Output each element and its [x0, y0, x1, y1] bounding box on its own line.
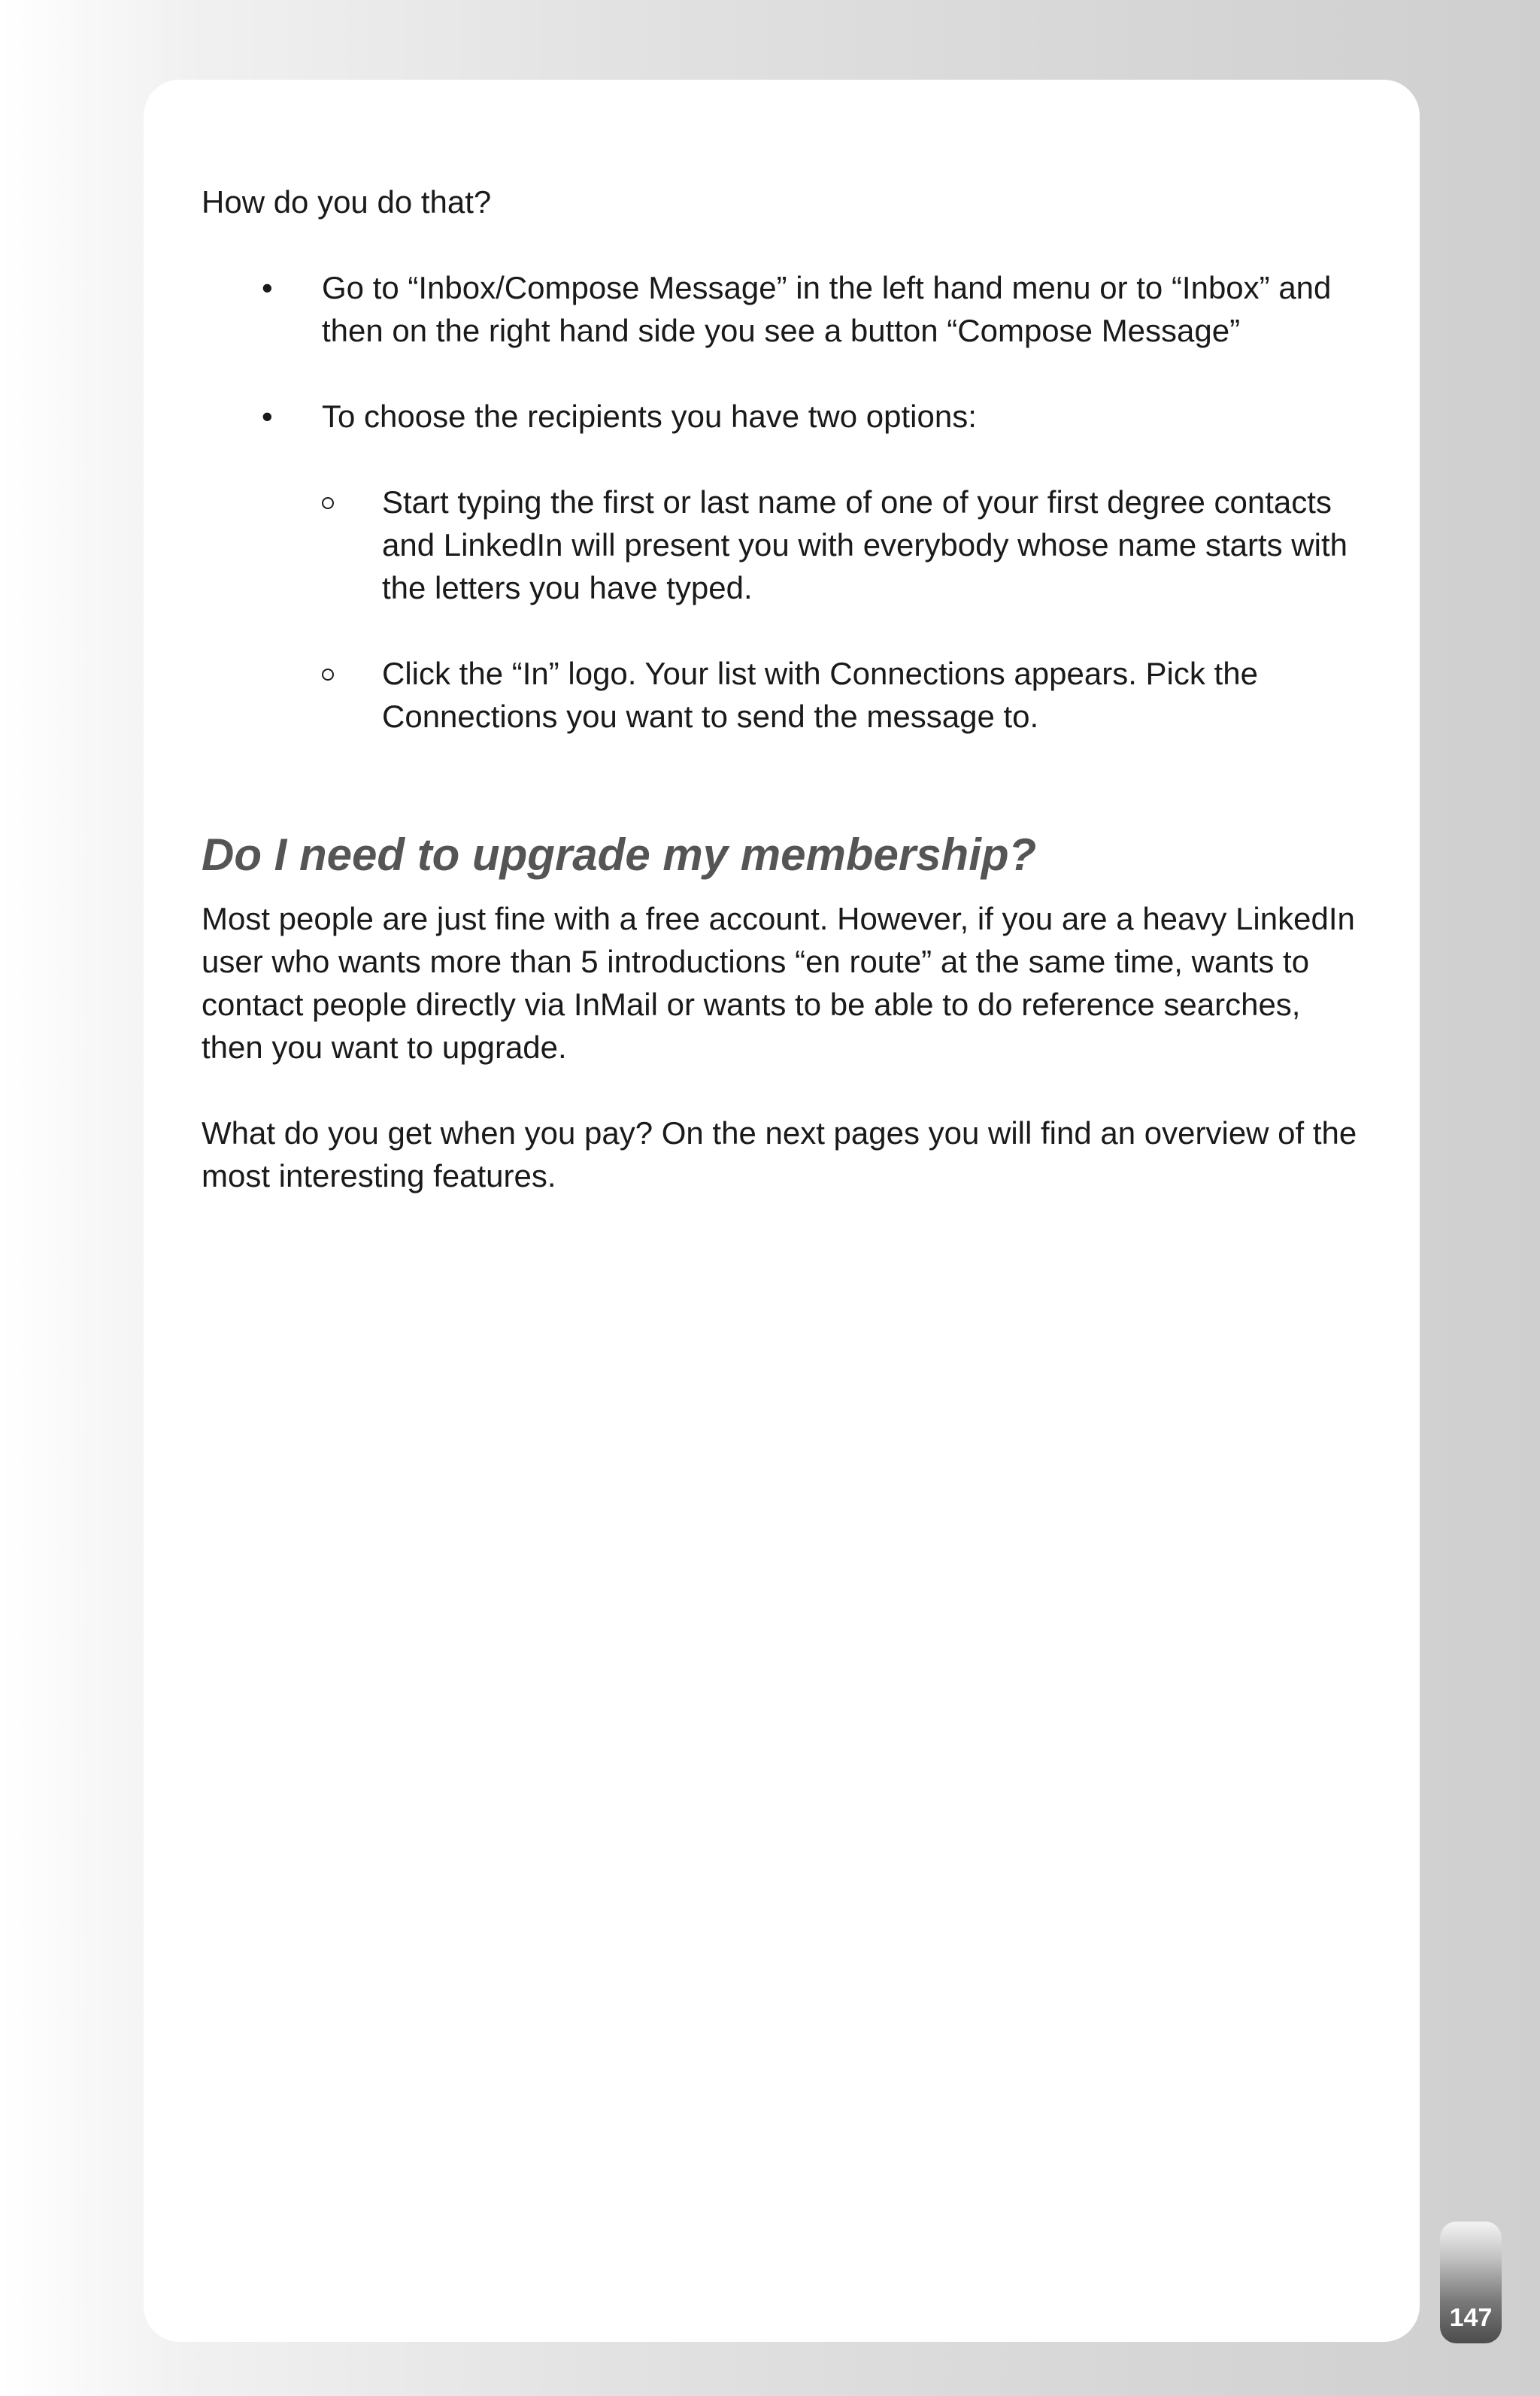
sub-list-item-text: Start typing the first or last name of one of your first degree contacts and LinkedIn will present you with everybody whose name starts with the letters you have typed. [382, 484, 1348, 605]
recipient-options-list [322, 481, 1360, 738]
hollow-circle-bullet-icon [322, 497, 334, 509]
bullet-icon: • [262, 399, 273, 434]
bullet-icon: • [262, 270, 273, 305]
page-number: 147 [1449, 2303, 1493, 2332]
section-heading: Do I need to upgrade my membership? [202, 830, 1037, 880]
page-content [202, 180, 1360, 1240]
sub-list-item [322, 652, 1360, 738]
list-item [202, 266, 1360, 352]
sub-list-item [322, 481, 1360, 609]
page-number-tab [1440, 2222, 1502, 2343]
intro-text: How do you do that? [202, 184, 492, 220]
instruction-list [202, 266, 1360, 738]
hollow-circle-bullet-icon [322, 669, 334, 681]
paragraph: Most people are just fine with a free account. However, if you are a heavy LinkedIn user who wants more than 5 introductions “en route” at the same time, wants to contact people directly via InMail or wants to be able to do reference searches, then you want to upgrade. [202, 901, 1355, 1065]
list-item [202, 395, 1360, 738]
list-item-text: To choose the recipients you have two options: [322, 399, 977, 434]
list-item-text: Go to “Inbox/Compose Message” in the left hand menu or to “Inbox” and then on the right hand side you see a button “Compose Message” [322, 270, 1332, 348]
paragraph: What do you get when you pay? On the next pages you will find an overview of the most interesting features. [202, 1115, 1357, 1193]
sub-list-item-text: Click the “In” logo. Your list with Connections appears. Pick the Connections you want to send the message to. [382, 656, 1258, 734]
